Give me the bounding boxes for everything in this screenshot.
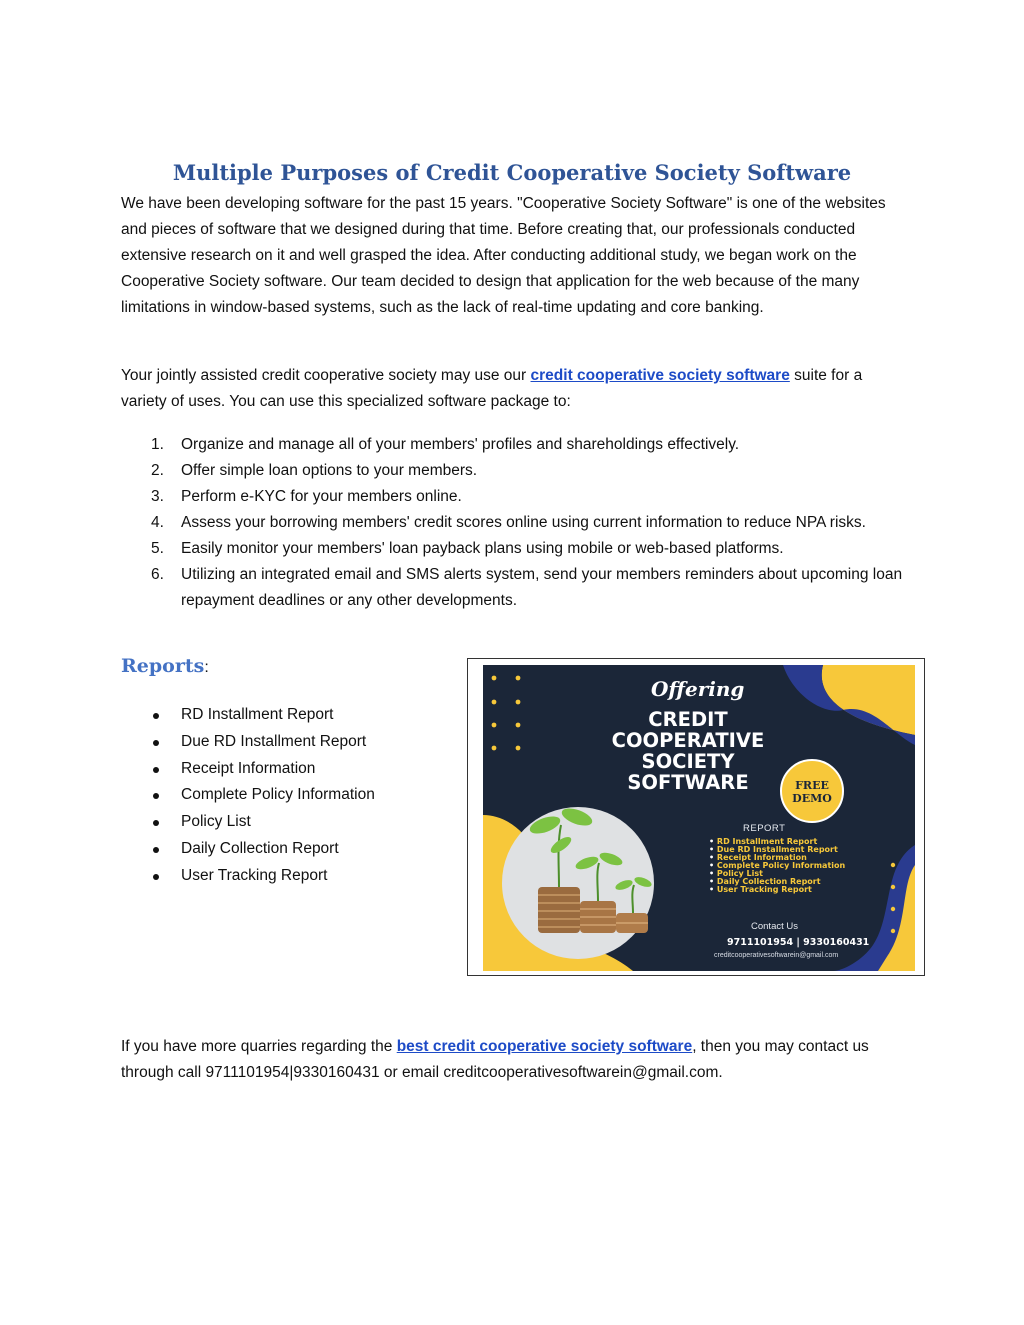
suite-text-after: suite for a variety of uses. You can use this specialized software package to: [121,367,863,410]
bullet-icon [153,740,159,746]
list-item [121,836,375,863]
list-item-text: RD Installment Report [181,706,334,723]
list-item [121,729,375,756]
list-number: 3. [151,488,164,505]
promo-report-title: REPORT [743,823,786,834]
list-item-text: Assess your borrowing members' credit scores online using current information to reduce NPA risks. [181,514,866,531]
bullet-icon [153,820,159,826]
page-title: Multiple Purposes of Credit Cooperative Society Software [172,160,852,185]
list-item [121,484,906,510]
reports-heading-colon: : [204,659,209,676]
promo-contact-title: Contact Us [751,921,798,932]
reports-heading [121,655,209,677]
promo-image-frame [467,658,925,976]
promo-report-item: • Receipt Information [709,854,845,862]
list-item-text: Policy List [181,813,251,831]
bullet-icon [153,874,159,880]
list-item-text: Perform e-KYC for your members online. [181,488,462,505]
list-item [121,863,375,890]
list-number: 2. [151,462,164,479]
promo-headline-line: COOPERATIVE [611,729,765,752]
intro-paragraph: We have been developing software for the past 15 years. "Cooperative Society Software" is one of the websites and pieces of software that we designed during that time. Before creating that, our professionals conducted extensive research on it and well grasped the idea. After conducting additional study, we began work on the Cooperative Society software. Our team decided to design that application for the web because of the many limitations in window-based systems, such as the lack of real-time updating and core banking. [121,195,886,316]
list-number: 1. [151,436,164,453]
list-item-text: Organize and manage all of your members' profiles and shareholdings effectively. [181,436,740,453]
list-item [121,458,906,484]
promo-phones: 9711101954 | 9330160431 [727,937,870,948]
list-item [121,510,906,536]
list-item [121,702,375,729]
list-number: 6. [151,566,164,583]
list-item [121,562,906,614]
promo-report-item: • User Tracking Report [709,886,845,894]
bullet-icon [153,847,159,853]
promo-report-list [709,838,845,894]
badge-line: FREE [795,779,829,792]
list-item [121,809,375,836]
closing-paragraph [121,1034,906,1086]
promo-headline [593,709,783,793]
promo-headline-line: SOFTWARE [627,771,749,794]
closing-text-before: If you have more quarries regarding the [121,1038,397,1055]
list-item [121,536,906,562]
free-demo-badge [780,759,844,823]
promo-headline-line: SOCIETY [641,750,735,773]
credit-cooperative-software-link[interactable]: credit cooperative society software [530,367,790,384]
list-item-text: Offer simple loan options to your members. [181,462,478,479]
promo-report-item: • Daily Collection Report [709,878,845,886]
list-item-text: Due RD Installment Report [181,732,367,750]
list-item-text: Daily Collection Report [181,839,339,857]
list-item-text: Easily monitor your members' loan payback plans using mobile or web-based platforms. [181,540,784,557]
promo-email: creditcooperativesoftwarein@gmail.com [714,952,839,959]
reports-heading-text: Reports [121,655,205,677]
best-software-link[interactable]: best credit cooperative society software [396,1038,693,1055]
promo-report-item: • RD Installment Report [709,838,845,846]
promo-report-item: • Due RD Installment Report [709,846,845,854]
list-number: 5. [151,540,164,557]
suite-paragraph [121,363,906,415]
bullet-icon [153,767,159,773]
list-item-text: Utilizing an integrated email and SMS alerts system, send your members reminders about upcoming loan repayment deadlines or any other developments. [181,566,903,609]
list-item [121,756,375,783]
list-item [121,782,375,809]
promo-offering-text: Offering [651,677,745,701]
bullet-icon [153,793,159,799]
list-item [121,432,906,458]
badge-line: DEMO [792,792,832,805]
list-item-text: Receipt Information [181,759,316,777]
promo-banner [483,665,915,971]
closing-text-after: , then you may contact us through call 9711101954|9330160431 or email creditcooperativesoftwarein@gmail.com. [121,1038,869,1081]
bullet-icon [153,713,159,719]
uses-list [121,432,906,614]
list-item-text: Complete Policy Information [181,786,375,804]
suite-text-before: Your jointly assisted credit cooperative society may use our [121,367,531,384]
promo-headline-line: CREDIT [648,708,728,731]
list-number: 4. [151,514,164,531]
promo-report-item: • Policy List [709,870,845,878]
promo-report-item: • Complete Policy Information [709,862,845,870]
reports-list [121,702,375,890]
list-item-text: User Tracking Report [181,866,328,884]
